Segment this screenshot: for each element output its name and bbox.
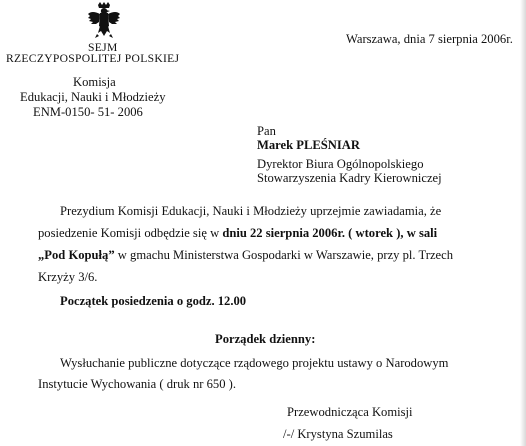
- agenda-title: Porządek dzienny:: [215, 332, 316, 346]
- body-line-2-regular: posiedzenie Komisji odbędzie się w: [38, 226, 223, 240]
- recipient-first-name: Marek: [257, 138, 297, 152]
- org-line-sejm: SEJM: [88, 41, 118, 54]
- recipient-salutation: Pan: [257, 124, 276, 138]
- agenda-line-1: Wysłuchanie publiczne dotyczące rządowego projektu ustawy o Narodowym: [60, 356, 449, 370]
- meeting-start-time: Początek posiedzenia o godz. 12.00: [60, 294, 247, 308]
- polish-eagle-emblem-icon: [87, 2, 121, 40]
- org-line-rzeczypospolitej: RZECZYPOSPOLITEJ POLSKIEJ: [6, 52, 180, 65]
- body-line-3-regular: w gmachu Ministerstwa Gospodarki w Warszawie, przy pl. Trzech: [114, 248, 454, 262]
- recipient-title-line1: Dyrektor Biura Ogólnopolskiego: [257, 157, 424, 171]
- body-line-4: Krzyży 3/6.: [38, 270, 98, 284]
- body-line-2: [38, 222, 437, 244]
- scan-edge-shadow: [520, 0, 526, 446]
- meeting-date: dniu 22 sierpnia 2006r. ( wtorek ), w sali: [222, 226, 438, 240]
- body-line-1: Prezydium Komisji Edukacji, Nauki i Młodzieży uprzejmie zawiadamia, że: [60, 204, 442, 218]
- committee-label: Komisja: [73, 75, 116, 89]
- room-name: „Pod Kopułą”: [38, 248, 115, 262]
- signature-role: Przewodnicząca Komisji: [287, 405, 413, 419]
- committee-name: Edukacji, Nauki i Młodzieży: [20, 90, 166, 104]
- agenda-line-2: Instytucie Wychowania ( druk nr 650 ).: [38, 377, 237, 391]
- body-line-3: [38, 244, 453, 266]
- recipient-surname: PLEŚNIAR: [296, 138, 360, 152]
- place-date: Warszawa, dnia 7 sierpnia 2006r.: [346, 32, 513, 46]
- recipient-name: [257, 138, 360, 153]
- reference-number: ENM-0150- 51- 2006: [33, 105, 143, 119]
- recipient-title-line2: Stowarzyszenia Kadry Kierowniczej: [257, 171, 442, 185]
- signature-name: /-/ Krystyna Szumilas: [283, 427, 393, 441]
